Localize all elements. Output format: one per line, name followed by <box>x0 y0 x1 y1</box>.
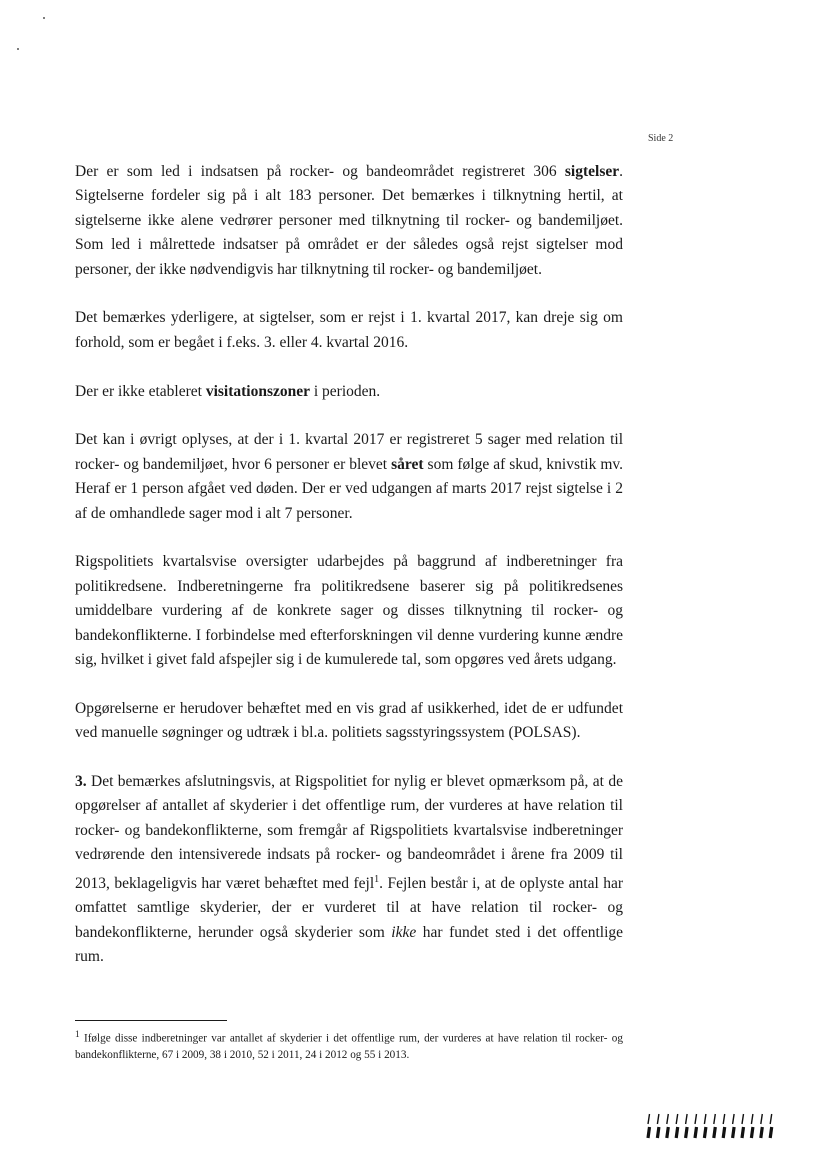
text-segment: Det bemærkes yderligere, at sigtelser, som er rejst i 1. kvartal 2017, kan dreje sig om forhold, som er begået i f.eks. 3. eller 4. kvartal 2016. <box>75 309 623 351</box>
page-number: Side 2 <box>648 133 674 144</box>
barcode-stroke <box>686 1127 688 1138</box>
barcode-stroke <box>657 1127 659 1138</box>
barcode-stroke <box>751 1127 753 1138</box>
barcode-stroke <box>751 1114 753 1124</box>
text-segment: ikke <box>391 923 417 941</box>
text-segment: visitationszoner <box>205 382 310 400</box>
barcode-stroke <box>648 1114 650 1124</box>
paragraph <box>75 697 623 746</box>
barcode-stroke <box>742 1114 744 1124</box>
barcode-stroke <box>723 1114 725 1124</box>
barcode-stroke <box>695 1114 697 1124</box>
text-segment: Det kan i øvrigt oplyses, at der i 1. kvartal 2017 er registreret 5 sager med relation til rocker- og bandemiljøet, hvor 6 personer er blevet <box>75 431 623 473</box>
text-segment: som følge af skud, knivstik mv. Heraf er 1 person afgået ved døden. Der er ved udgangen af marts 2017 rejst sigtelse i 2 af de omhandlede sager mod i alt 7 personer. <box>75 455 624 522</box>
footnote-marker: 1 <box>75 1030 80 1040</box>
barcode-stroke <box>704 1114 706 1124</box>
scan-speck <box>17 48 19 50</box>
barcode-stroke <box>648 1127 650 1138</box>
text-segment: Der er ikke etableret <box>75 382 206 400</box>
barcode-mark <box>645 1113 780 1139</box>
barcode-stroke <box>714 1127 716 1138</box>
text-segment: Der er som led i indsatsen på rocker- og bandeområdet registreret 306 <box>75 163 565 180</box>
barcode-stroke <box>714 1114 716 1124</box>
text-segment: 3. <box>75 773 87 791</box>
text-segment: Det bemærkes afslutningsvis, at Rigspolitiet for nylig er blevet opmærksom på, at de opgørelser af antallet af skyderier i det offentlige rum, der vurderes at have relation til rocker- og bandekonflikterne, som fremgår af Rigspolitiets kvartalsvise indberetninger vedrørende den intensiverede indsats på rocker- og bandeområdet i årene fra 2009 til 2013, beklageligvis har været behæftet med fejl <box>75 773 623 892</box>
text-segment: Rigspolitiets kvartalsvise oversigter udarbejdes på baggrund af indberetninger fra politikredsene. Indberetningerne fra politikredsene baserer sig på politikredsenes umiddelbare vurdering af de konkrete sager og disses tilknytning til rocker- og bandekonflikterne. I forbindelse med efterforskningen vil denne vurdering kunne ændre sig, hvilket i givet fald afspejler sig i de kumulerede tal, som opgøres ved årets udgang. <box>75 553 623 669</box>
barcode-stroke <box>667 1114 669 1124</box>
barcode-stroke <box>723 1127 725 1138</box>
paragraph <box>75 428 623 526</box>
text-segment: sigtelser <box>564 163 620 180</box>
barcode-stroke <box>676 1127 678 1138</box>
barcode-stroke <box>704 1127 706 1138</box>
barcode-stroke <box>676 1114 678 1124</box>
barcode-stroke <box>733 1114 735 1124</box>
barcode-stroke <box>695 1127 697 1138</box>
barcode-stroke <box>770 1127 772 1138</box>
body-text <box>75 160 623 969</box>
footnote-separator <box>75 1020 227 1021</box>
footnote-reference: 1 <box>374 873 380 885</box>
paragraph <box>75 770 623 969</box>
scan-speck <box>43 17 45 19</box>
paragraph <box>75 306 623 355</box>
barcode-stroke <box>733 1127 735 1138</box>
paragraph <box>75 380 623 404</box>
barcode-stroke <box>686 1114 688 1124</box>
barcode-stroke <box>770 1114 772 1124</box>
paragraph <box>75 550 623 672</box>
text-segment: i perioden. <box>310 382 381 400</box>
text-segment: . Sigtelserne fordeler sig på i alt 183 personer. Det bemærkes i tilknytning hertil, at sigtelserne ikke alene vedrører personer med tilknytning til rocker- og bandemiljøet. Som led i målrettede indsatser på området er der således også rejst sigtelser mod personer, der ikke nødvendigvis har tilknytning til rocker- og bandemiljøet. <box>75 163 623 278</box>
text-segment: Opgørelserne er herudover behæftet med en vis grad af usikkerhed, idet de er udfundet ved manuelle søgninger og udtræk i bl.a. politiets sagsstyringssystem (POLSAS). <box>75 699 623 742</box>
barcode-stroke <box>761 1114 763 1124</box>
footnote <box>75 1027 623 1063</box>
barcode-stroke <box>657 1114 659 1124</box>
text-segment: har fundet sted i det offentlige rum. <box>75 923 624 966</box>
footnote-text: Ifølge disse indberetninger var antallet af skyderier i det offentlige rum, der vurderes at have relation til rocker- og bandekonflikterne, 67 i 2009, 38 i 2010, 52 i 2011, 24 i 2012 og 55 i 2013. <box>75 1032 623 1061</box>
barcode-stroke <box>667 1127 669 1138</box>
barcode-stroke <box>742 1127 744 1138</box>
paragraph <box>75 160 623 282</box>
text-segment: såret <box>391 455 424 473</box>
barcode-stroke <box>761 1127 763 1138</box>
text-segment: . Fejlen består i, at de oplyste antal har omfattet samtlige skyderier, der er vurderet til at have relation til rocker- og bandekonflikterne, herunder også skyderier som <box>75 874 624 941</box>
